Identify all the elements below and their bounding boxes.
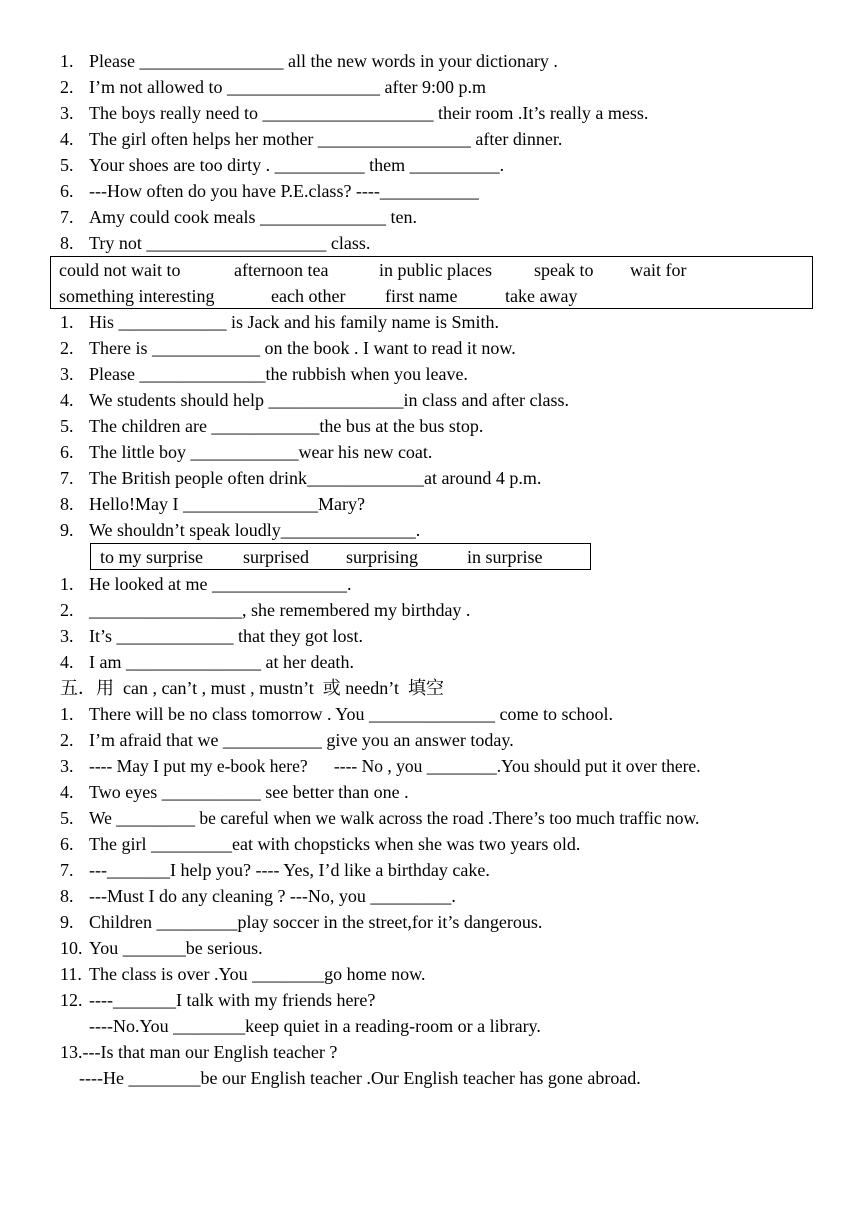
item-number: 6. (60, 442, 74, 462)
item-number: 1. (60, 704, 74, 724)
answer-line: ----No.You ________keep quiet in a reading-room or a library. (89, 1016, 541, 1036)
word-option: in public places (379, 260, 492, 280)
question-text: Children _________play soccer in the street,for it’s dangerous. (89, 912, 543, 932)
question-text: I’m afraid that we ___________ give you an answer today. (89, 730, 514, 750)
item-number: 11. (60, 964, 82, 984)
word-option: first name (385, 286, 458, 306)
word-option: in surprise (467, 547, 543, 567)
question-text: I’m not allowed to _________________ after 9:00 p.m (89, 77, 486, 97)
question-text: 13.---Is that man our English teacher ? (60, 1042, 338, 1062)
item-number: 7. (60, 468, 74, 488)
item-number: 4. (60, 129, 74, 149)
word-option: take away (505, 286, 578, 306)
question-text: ---- May I put my e-book here? ---- No , you ________.You should put it over there. (89, 756, 701, 776)
item-number: 5. (60, 416, 74, 436)
word-option: to my surprise (100, 547, 203, 567)
question-text: Two eyes ___________ see better than one . (89, 782, 409, 802)
item-number: 4. (60, 782, 74, 802)
item-number: 6. (60, 834, 74, 854)
item-number: 7. (60, 207, 74, 227)
item-number: 9. (60, 912, 74, 932)
question-text: You _______be serious. (89, 938, 263, 958)
item-number: 8. (60, 494, 74, 514)
item-number: 9. (60, 520, 74, 540)
item-number: 8. (60, 886, 74, 906)
item-number: 5. (60, 155, 74, 175)
word-option: surprising (346, 547, 418, 567)
word-option: wait for (630, 260, 687, 280)
section-heading: 五．用 can , can’t , must , mustn’t 或 needn’t 填空 (60, 678, 444, 698)
question-text: _________________, she remembered my birthday . (89, 600, 471, 620)
word-option: something interesting (59, 286, 215, 306)
question-text: The girl often helps her mother _________________ after dinner. (89, 129, 563, 149)
question-text: The boys really need to ___________________ their room .It’s really a mess. (89, 103, 649, 123)
item-number: 2. (60, 338, 74, 358)
item-number: 4. (60, 652, 74, 672)
question-text: I am _______________ at her death. (89, 652, 354, 672)
item-number: 1. (60, 574, 74, 594)
question-text: There will be no class tomorrow . You ______________ come to school. (89, 704, 613, 724)
question-text: ---Must I do any cleaning ? ---No, you _________. (89, 886, 456, 906)
item-number: 10. (60, 938, 83, 958)
question-text: Please ________________ all the new words in your dictionary . (89, 51, 558, 71)
question-text: His ____________ is Jack and his family name is Smith. (89, 312, 499, 332)
question-text: The class is over .You ________go home now. (89, 964, 426, 984)
item-number: 8. (60, 233, 74, 253)
question-text: There is ____________ on the book . I want to read it now. (89, 338, 516, 358)
question-text: Please ______________the rubbish when you leave. (89, 364, 468, 384)
item-number: 3. (60, 103, 74, 123)
question-text: ---How often do you have P.E.class? ----___________ (89, 181, 479, 201)
word-option: surprised (243, 547, 309, 567)
question-text: We _________ be careful when we walk across the road .There’s too much traffic now. (89, 808, 700, 828)
question-text: We shouldn’t speak loudly_______________. (89, 520, 421, 540)
item-number: 2. (60, 77, 74, 97)
word-option: each other (271, 286, 346, 306)
item-number: 2. (60, 730, 74, 750)
item-number: 4. (60, 390, 74, 410)
item-number: 3. (60, 756, 74, 776)
question-text: The children are ____________the bus at the bus stop. (89, 416, 484, 436)
item-number: 2. (60, 600, 74, 620)
question-text: The British people often drink_____________at around 4 p.m. (89, 468, 542, 488)
item-number: 1. (60, 51, 74, 71)
word-option: afternoon tea (234, 260, 329, 280)
question-text: It’s _____________ that they got lost. (89, 626, 363, 646)
question-text: Your shoes are too dirty . __________ them __________. (89, 155, 505, 175)
item-number: 5. (60, 808, 74, 828)
question-text: Amy could cook meals ______________ ten. (89, 207, 417, 227)
word-option: could not wait to (59, 260, 181, 280)
item-number: 7. (60, 860, 74, 880)
item-number: 3. (60, 626, 74, 646)
question-text: The girl _________eat with chopsticks when she was two years old. (89, 834, 581, 854)
item-number: 6. (60, 181, 74, 201)
question-text: ---_______I help you? ---- Yes, I’d like a birthday cake. (89, 860, 490, 880)
question-text: Try not ____________________ class. (89, 233, 371, 253)
question-text: He looked at me _______________. (89, 574, 352, 594)
question-text: The little boy ____________wear his new coat. (89, 442, 433, 462)
item-number: 12. (60, 990, 83, 1010)
item-number: 1. (60, 312, 74, 332)
question-text: Hello!May I _______________Mary? (89, 494, 365, 514)
answer-line: ----He ________be our English teacher .Our English teacher has gone abroad. (79, 1068, 641, 1088)
word-option: speak to (534, 260, 594, 280)
item-number: 3. (60, 364, 74, 384)
question-text: ----_______I talk with my friends here? (89, 990, 376, 1010)
question-text: We students should help _______________in class and after class. (89, 390, 569, 410)
